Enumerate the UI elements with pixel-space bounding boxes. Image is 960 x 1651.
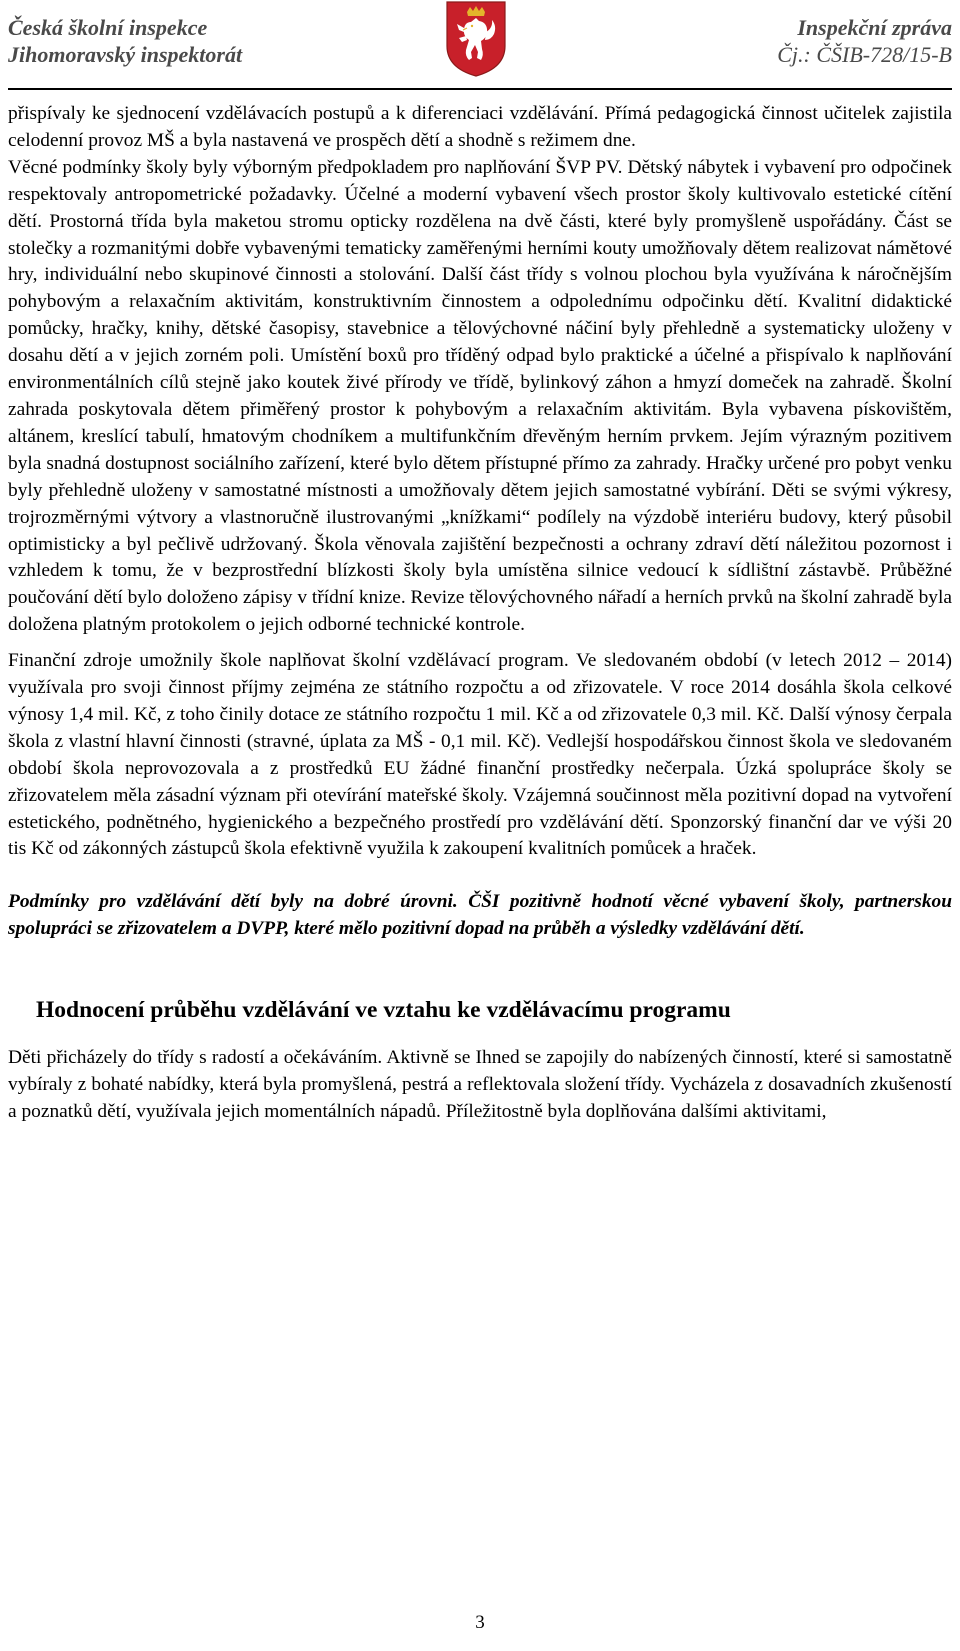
paragraph-staffing: přispívaly ke sjednocení vzdělávacích postupů a k diferenciaci vzdělávání. Přímá pedagogická činnost učitelek zajistila celodenní provoz MŠ a byla nastavená ve prospěch dětí a shodně s režimem dne.	[8, 103, 952, 151]
page-header	[8, 14, 952, 80]
header-report-info	[777, 14, 952, 68]
conditions-summary: Podmínky pro vzdělávání dětí byly na dobré úrovni. ČŠI pozitivně hodnotí věcné vybavení školy, partnerskou spolupráci se zřizovatelem a DVPP, které mělo pozitivní dopad na průběh a výsledky vzdělávání dětí.	[8, 891, 952, 940]
header-organization	[8, 14, 242, 68]
header-report-type: Inspekční zpráva	[797, 15, 952, 40]
header-inspectorate-name: Jihomoravský inspektorát	[8, 42, 243, 67]
paragraph-financial-resources: Finanční zdroje umožnily škole naplňovat školní vzdělávací program. Ve sledovaném období (v letech 2012 – 2014) využívala pro svoji činnost příjmy zejména ze státního rozpočtu a od zřizovatele. V roce 2014 dosáhla škola celkové výnosy 1,4 mil. Kč, z toho činily dotace ze státního rozpočtu 1 mil. Kč a od zřizovatele 0,3 mil. Kč. Další výnosy čerpala škola z vlastní hlavní činnosti (stravné, úplata za MŠ - 0,1 mil. Kč). Vedlejší hospodářskou činnost škola ve sledovaném období škola neprovozovala a z prostředků EU žádné finanční prostředky nečerpala. Úzká spolupráce školy se zřizovatelem měla zásadní význam při otevírání mateřské školy. Vzájemná součinnost měla pozitivní dopad na vytvoření estetického, podnětného, hygienického a bezpečného prostředí pro vzdělávání dětí. Sponzorský finanční dar ve výši 20 tis Kč od zákonných zástupců škola efektivně využila k zakoupení kvalitních pomůcek a hraček.	[8, 650, 952, 860]
section-heading: Hodnocení průběhu vzdělávání ve vztahu ke vzdělávacímu programu	[36, 997, 731, 1024]
paragraph-education-process: Děti přicházely do třídy s radostí a očekáváním. Aktivně se Ihned se zapojily do nabízených činností, které si samostatně vybíraly z bohaté nabídky, která byla promyšlená, pestrá a reflektovala složení třídy. Vycházela z dosavadních zkušeností a poznatků dětí, využívala jejich momentálních nápadů. Příležitostně byla doplňována dalšími aktivitami,	[8, 1047, 952, 1122]
report-body	[8, 101, 952, 1126]
czech-coat-of-arms-icon	[445, 0, 507, 78]
header-divider	[8, 88, 952, 90]
header-organization-name: Česká školní inspekce	[8, 15, 208, 40]
page-number: 3	[475, 1612, 485, 1633]
paragraph-material-conditions: Věcné podmínky školy byly výborným předpokladem pro naplňování ŠVP PV. Dětský nábytek i vybavení pro odpočinek respektovaly antropometrické požadavky. Účelné a moderní vybavení všech prostor školy kultivovalo estetické cítění dětí. Prostorná třída byla maketou stromu opticky rozdělena na dvě části, které byly promyšleně uspořádány. Část se stolečky a rozmanitými dobře vybavenými tematicky zaměřenými herními kouty umožňovaly dětem realizovat námětové hry, individuální nebo skupinové činnosti a stolování. Další část třídy s volnou plochou byla využívána k náročnějším pohybovým a relaxačním aktivitám, konstruktivním činnostem a odpolednímu odpočinku dětí. Kvalitní didaktické pomůcky, hračky, knihy, dětské časopisy, stavebnice a tělovýchovné náčiní byly přehledně a systematicky uloženy v dosahu dětí a v jejich zorném poli. Umístění boxů pro tříděný odpad bylo praktické a účelné a přispívalo k naplňování environmentálních cílů stejně jako koutek živé přírody ve třídě, bylinkový záhon a hmyzí domeček na zahradě. Školní zahrada poskytovala dětem přiměřený prostor k pohybovým a relaxačním aktivitám. Byla vybavena pískovištěm, altánem, kreslící tabulí, hmatovým chodníkem a multifunkčním dřevěným herním prvkem. Jejím výrazným pozitivem byla snadná dostupnost sociálního zařízení, které bylo dětem přístupné přímo za zahrady. Hračky určené pro pobyt venku byly přehledně uloženy v samostatné místnosti a umožňovaly dětem jejich samostatné vybírání. Děti se svými výkresy, trojrozměrnými výtvory a vlastnoručně ilustrovanými „knížkami“ podílely na výzdobě interiéru budovy, který působil optimisticky a byl pečlivě udržovaný. Škola věnovala zajištění bezpečnosti a ochrany zdraví dětí náležitou pozornost i vzhledem k tomu, že v bezprostřední blízkosti školy byla umístěna silnice vedoucí k sídlištní zástavbě. Průběžné poučování dětí bylo doloženo zápisy v třídní knize. Revize tělovýchovného nářadí a herních prvků na školní zahradě byla doložena platným protokolem o jejich odborné technické kontrole.	[8, 156, 952, 636]
header-reference-number: Čj.: ČŠIB-728/15-B	[777, 42, 952, 67]
